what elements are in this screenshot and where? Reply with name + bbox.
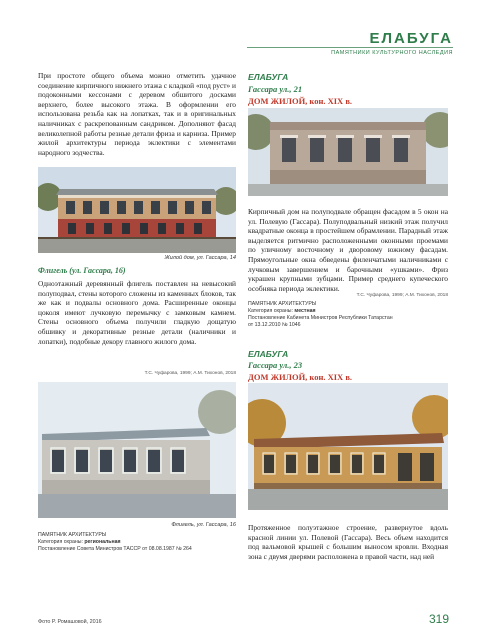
entry1-author: Т.С. Чуфарова, 1999; А.М. Тихонов, 2018 [356, 293, 448, 298]
entry1-paragraph: Кирпичный дом на полуподвале обращен фасадом в 5 окон на ул. Полевую (Гассара). Полуподвальный низкий этаж получил квадратные оконца в простейшем обрамлении. Парадный этаж выделяется ритмично расположенными оконными проемами по уличному восточному и дворовому южному фасадам. Прямоугольные окна обведены филенчатыми наличниками с лучковым завершением и барочными «ушками». Фриз украшен крупными зубцами. Пример среднего купеческого особняка периода эклектики. [248, 207, 448, 293]
monument-decree: Постановление Совета Министров ТАССР от 08.08.1987 № 264 [38, 546, 192, 552]
entry1-city: ЕЛАБУГА [248, 72, 289, 82]
entry1-building: ДОМ ЖИЛОЙ, кон. XIX в. [248, 96, 353, 106]
section-subtitle: ПАМЯТНИКИ КУЛЬТУРНОГО НАСЛЕДИЯ [331, 50, 453, 56]
photo-house-21 [248, 108, 448, 196]
monument-info-house-21 [248, 301, 448, 329]
monument-decree-date: от 13.12.2010 № 1046 [248, 322, 301, 328]
entry2-city: ЕЛАБУГА [248, 349, 289, 359]
entry2-street: Гассара ул., 23 [248, 360, 303, 370]
entry2-paragraph: Протяженное полуэтажное строение, развернутое вдоль красной линии ул. Полевой (Гассара). Весь объем находится под вальмовой крышей с большим выносом кровли. Входная зона с двумя дверями расположена в правой части, над ней [248, 523, 448, 561]
fligel-author: Т.С. Чуфарова, 1999; А.М. Тихонов, 2018 [144, 371, 236, 376]
page-number: 319 [428, 612, 449, 626]
fligel-heading: Флигель (ул. Гассара, 16) [38, 266, 126, 275]
monument-decree: Постановление Кабинета Министров Республики Татарстан [248, 315, 393, 321]
monument-category: Категория охраны: местная [248, 308, 316, 314]
monument-category: Категория охраны: региональная [38, 539, 121, 545]
photo1-caption: Жилой дом, ул. Гассара, 14 [164, 255, 236, 261]
photo-credit: Фото Р. Ромашовой, 2016 [38, 619, 102, 625]
entry2-building: ДОМ ЖИЛОЙ, кон. XIX в. [248, 372, 353, 382]
intro-paragraph: При простоте общего объема можно отметить удачное соединение кирпичного нижнего этажа с кладкой «под руст» и подоконными кессонами с деревом обшитого досками верхнего, более высокого этажа. В оформлении его использована резьба как на лопатках, так и в оригинальных наличниках с раскрепованным сандриком. Дополняют фасад великолепной работы резные детали фриза и карниза. Пример жилой архитектуры периода эклектики с элементами народного зодчества. [38, 71, 236, 157]
header-rule [247, 47, 453, 48]
entry1-street: Гассара ул., 21 [248, 84, 303, 94]
monument-info-fligel [38, 532, 238, 553]
photo-house-14 [38, 167, 236, 253]
fligel-paragraph: Одноэтажный деревянный флигель поставлен на невысокий полуподвал, стены которого сложены из каменных блоков, так же как и подвалы основного дома. Расширенные оконцы цоколя имеют лучковую перемычку с замковым камнем. Стены основного объема получили гладкую дощатую обшивку и декоративные резные детали (наличники и лопатки), подобные декору главного жилого дома. [38, 279, 236, 346]
photo2-caption: Флигель, ул. Гассара, 16 [171, 522, 236, 528]
monument-title: ПАМЯТНИК АРХИТЕКТУРЫ [248, 301, 317, 307]
monument-title: ПАМЯТНИК АРХИТЕКТУРЫ [38, 532, 107, 538]
photo-fligel-16 [38, 382, 236, 518]
section-title: ЕЛАБУГА [369, 30, 453, 47]
photo-house-23 [248, 383, 448, 510]
